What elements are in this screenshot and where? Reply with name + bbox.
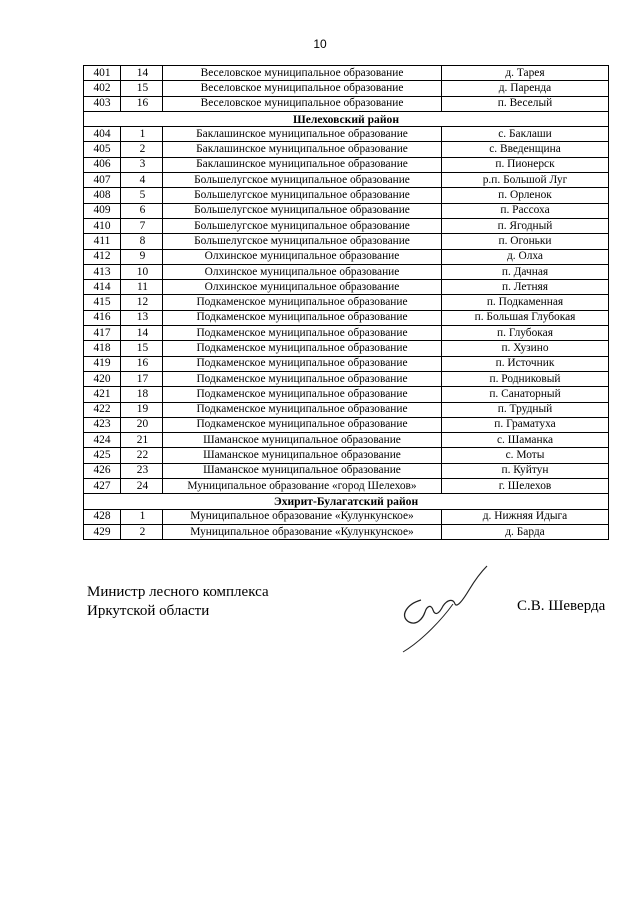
row-number-cell: 426 <box>84 463 121 478</box>
handwritten-signature <box>393 560 493 655</box>
settlement-cell: д. Олха <box>442 249 609 264</box>
row-number-cell: 409 <box>84 203 121 218</box>
settlement-cell: п. Орленок <box>442 188 609 203</box>
table-row <box>84 356 609 371</box>
row-number-cell: 427 <box>84 479 121 494</box>
settlement-cell: с. Введенщина <box>442 142 609 157</box>
settlement-cell: п. Летняя <box>442 280 609 295</box>
settlement-cell: п. Родниковый <box>442 371 609 386</box>
table-row <box>84 264 609 279</box>
settlement-cell: с. Моты <box>442 448 609 463</box>
local-number-cell: 16 <box>121 356 163 371</box>
table-row <box>84 127 609 142</box>
row-number-cell: 419 <box>84 356 121 371</box>
municipality-cell: Подкаменское муниципальное образование <box>163 402 442 417</box>
municipality-cell: Подкаменское муниципальное образование <box>163 356 442 371</box>
district-section-row <box>84 111 609 126</box>
municipality-cell: Веселовское муниципальное образование <box>163 81 442 96</box>
row-number-cell: 428 <box>84 509 121 524</box>
table-row <box>84 188 609 203</box>
table-row <box>84 234 609 249</box>
settlement-cell: п. Глубокая <box>442 326 609 341</box>
table-row <box>84 173 609 188</box>
local-number-cell: 12 <box>121 295 163 310</box>
municipality-cell: Муниципальное образование «Кулункунское» <box>163 524 442 539</box>
row-number-cell: 413 <box>84 264 121 279</box>
municipality-cell: Шаманское муниципальное образование <box>163 448 442 463</box>
row-number-cell: 408 <box>84 188 121 203</box>
signatory-name: С.В. Шеверда <box>517 598 606 614</box>
row-number-cell: 406 <box>84 157 121 172</box>
settlement-cell: с. Шаманка <box>442 433 609 448</box>
table-row <box>84 463 609 478</box>
settlement-cell: п. Огоньки <box>442 234 609 249</box>
local-number-cell: 20 <box>121 417 163 432</box>
municipality-cell: Олхинское муниципальное образование <box>163 280 442 295</box>
settlement-cell: р.п. Большой Луг <box>442 173 609 188</box>
settlement-cell: с. Баклаши <box>442 127 609 142</box>
local-number-cell: 1 <box>121 127 163 142</box>
signatory-position-line1: Министр лесного комплекса <box>87 584 269 600</box>
settlements-table-body <box>84 66 609 540</box>
table-row <box>84 448 609 463</box>
local-number-cell: 15 <box>121 341 163 356</box>
table-row <box>84 157 609 172</box>
municipality-cell: Большелугское муниципальное образование <box>163 218 442 233</box>
settlement-cell: п. Дачная <box>442 264 609 279</box>
settlement-cell: д. Тарея <box>442 66 609 81</box>
row-number-cell: 423 <box>84 417 121 432</box>
local-number-cell: 15 <box>121 81 163 96</box>
municipality-cell: Веселовское муниципальное образование <box>163 96 442 111</box>
table-row <box>84 142 609 157</box>
settlement-cell: д. Нижняя Идыга <box>442 509 609 524</box>
settlement-cell: п. Большая Глубокая <box>442 310 609 325</box>
municipality-cell: Подкаменское муниципальное образование <box>163 371 442 386</box>
municipality-cell: Подкаменское муниципальное образование <box>163 387 442 402</box>
municipality-cell: Олхинское муниципальное образование <box>163 264 442 279</box>
row-number-cell: 424 <box>84 433 121 448</box>
row-number-cell: 404 <box>84 127 121 142</box>
local-number-cell: 14 <box>121 326 163 341</box>
row-number-cell: 417 <box>84 326 121 341</box>
row-number-cell: 422 <box>84 402 121 417</box>
municipality-cell: Подкаменское муниципальное образование <box>163 295 442 310</box>
row-number-cell: 402 <box>84 81 121 96</box>
settlement-cell: п. Санаторный <box>442 387 609 402</box>
municipality-cell: Шаманское муниципальное образование <box>163 463 442 478</box>
table-row <box>84 387 609 402</box>
local-number-cell: 1 <box>121 509 163 524</box>
table-row <box>84 509 609 524</box>
municipality-cell: Олхинское муниципальное образование <box>163 249 442 264</box>
table-row <box>84 203 609 218</box>
table-row <box>84 96 609 111</box>
local-number-cell: 14 <box>121 66 163 81</box>
municipality-cell: Большелугское муниципальное образование <box>163 203 442 218</box>
settlement-cell: п. Хузино <box>442 341 609 356</box>
district-section-row <box>84 494 609 509</box>
local-number-cell: 24 <box>121 479 163 494</box>
row-number-cell: 421 <box>84 387 121 402</box>
row-number-cell: 414 <box>84 280 121 295</box>
municipality-cell: Большелугское муниципальное образование <box>163 188 442 203</box>
local-number-cell: 22 <box>121 448 163 463</box>
local-number-cell: 6 <box>121 203 163 218</box>
district-title: Шелеховский район <box>84 111 609 126</box>
settlement-cell: г. Шелехов <box>442 479 609 494</box>
row-number-cell: 416 <box>84 310 121 325</box>
table-row <box>84 81 609 96</box>
settlement-cell: п. Веселый <box>442 96 609 111</box>
row-number-cell: 407 <box>84 173 121 188</box>
row-number-cell: 415 <box>84 295 121 310</box>
row-number-cell: 401 <box>84 66 121 81</box>
municipality-cell: Баклашинское муниципальное образование <box>163 127 442 142</box>
settlement-cell: п. Трудный <box>442 402 609 417</box>
settlement-cell: п. Пионерск <box>442 157 609 172</box>
municipality-cell: Большелугское муниципальное образование <box>163 173 442 188</box>
page-number: 10 <box>313 37 327 51</box>
municipality-cell: Подкаменское муниципальное образование <box>163 326 442 341</box>
row-number-cell: 412 <box>84 249 121 264</box>
table-row <box>84 66 609 81</box>
settlement-cell: п. Источник <box>442 356 609 371</box>
municipality-cell: Подкаменское муниципальное образование <box>163 417 442 432</box>
local-number-cell: 9 <box>121 249 163 264</box>
row-number-cell: 405 <box>84 142 121 157</box>
municipality-cell: Баклашинское муниципальное образование <box>163 157 442 172</box>
settlement-cell: п. Рассоха <box>442 203 609 218</box>
row-number-cell: 403 <box>84 96 121 111</box>
settlement-cell: д. Паренда <box>442 81 609 96</box>
local-number-cell: 5 <box>121 188 163 203</box>
local-number-cell: 8 <box>121 234 163 249</box>
municipality-cell: Подкаменское муниципальное образование <box>163 310 442 325</box>
table-row <box>84 479 609 494</box>
table-row <box>84 433 609 448</box>
signatory-position-line2: Иркутской области <box>87 602 210 619</box>
table-row <box>84 280 609 295</box>
table-row <box>84 341 609 356</box>
table-row <box>84 524 609 539</box>
settlement-cell: п. Ягодный <box>442 218 609 233</box>
table-row <box>84 402 609 417</box>
local-number-cell: 10 <box>121 264 163 279</box>
local-number-cell: 7 <box>121 218 163 233</box>
local-number-cell: 3 <box>121 157 163 172</box>
local-number-cell: 19 <box>121 402 163 417</box>
table-row <box>84 371 609 386</box>
local-number-cell: 23 <box>121 463 163 478</box>
row-number-cell: 410 <box>84 218 121 233</box>
local-number-cell: 2 <box>121 524 163 539</box>
local-number-cell: 17 <box>121 371 163 386</box>
municipality-cell: Муниципальное образование «Кулункунское» <box>163 509 442 524</box>
row-number-cell: 425 <box>84 448 121 463</box>
municipality-cell: Шаманское муниципальное образование <box>163 433 442 448</box>
local-number-cell: 2 <box>121 142 163 157</box>
row-number-cell: 418 <box>84 341 121 356</box>
table-row <box>84 326 609 341</box>
table-row <box>84 249 609 264</box>
settlements-table <box>83 65 609 540</box>
settlement-cell: д. Барда <box>442 524 609 539</box>
local-number-cell: 11 <box>121 280 163 295</box>
signatory-position <box>87 583 269 620</box>
table-row <box>84 218 609 233</box>
municipality-cell: Большелугское муниципальное образование <box>163 234 442 249</box>
row-number-cell: 429 <box>84 524 121 539</box>
settlement-cell: п. Подкаменная <box>442 295 609 310</box>
municipality-cell: Веселовское муниципальное образование <box>163 66 442 81</box>
local-number-cell: 18 <box>121 387 163 402</box>
local-number-cell: 16 <box>121 96 163 111</box>
table-row <box>84 417 609 432</box>
table-row <box>84 310 609 325</box>
table-row <box>84 295 609 310</box>
settlement-cell: п. Граматуха <box>442 417 609 432</box>
local-number-cell: 13 <box>121 310 163 325</box>
municipality-cell: Муниципальное образование «город Шелехов» <box>163 479 442 494</box>
row-number-cell: 411 <box>84 234 121 249</box>
local-number-cell: 21 <box>121 433 163 448</box>
settlement-cell: п. Куйтун <box>442 463 609 478</box>
local-number-cell: 4 <box>121 173 163 188</box>
municipality-cell: Подкаменское муниципальное образование <box>163 341 442 356</box>
district-title: Эхирит-Булагатский район <box>84 494 609 509</box>
row-number-cell: 420 <box>84 371 121 386</box>
municipality-cell: Баклашинское муниципальное образование <box>163 142 442 157</box>
